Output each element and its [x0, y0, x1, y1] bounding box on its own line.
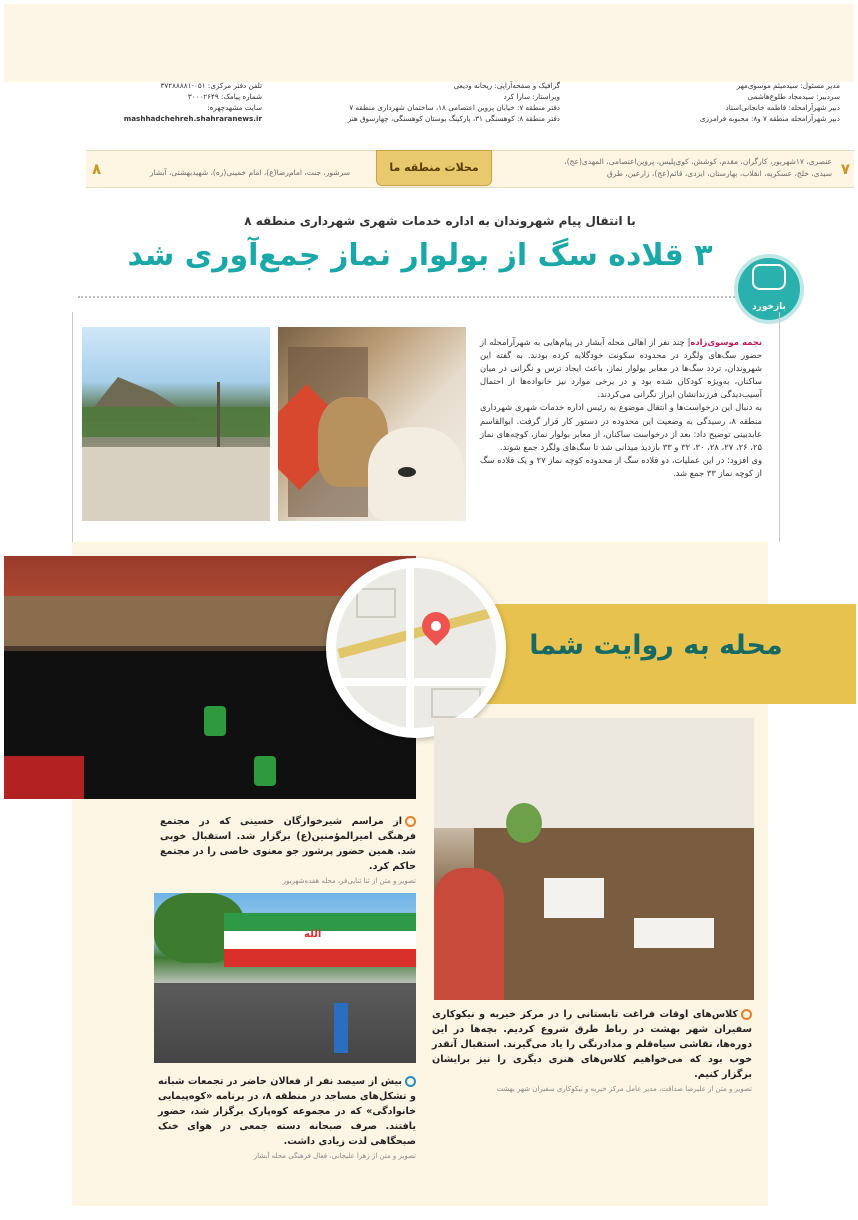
top-ad-banner — [4, 4, 854, 82]
article-paragraph: به دنبال این درخواست‌ها و انتقال موضوع به رئیس اداره خدمات شهری شهرداری منطقه ۸، رسیدگی به وضعیت این محدوده در دستور کار قرار گرفت. ابوالقاسم عابدبینی توضیح داد: بعد از درخواست ساکنان، از معابر بولوار نماز، کوچه‌های نماز ۲۵، ۲۶، ۲۷، ۲۸، ۳۰، ۳۲ و ۳۳ بازدید میدانی شد تا سگ‌های ولگرد جمع شوند. — [480, 402, 762, 452]
event-caption — [160, 814, 416, 874]
section-tab — [376, 150, 492, 186]
neighborhoods-list-left: سرشور، جنت، امام‌رضا(ع)، امام خمینی(ره)، شهیدبهشتی، آبشار — [149, 168, 350, 177]
article-paragraph — [480, 336, 762, 401]
masthead-line: سردبیر: سیدمجاد طلوع‌هاشمی — [747, 92, 840, 101]
article-byline: نجمه موسوی‌زاده — [690, 337, 762, 347]
neighborhoods-list-right — [502, 156, 832, 180]
masthead-line: سایت مشهدچهره: — [207, 103, 262, 112]
bullet-circle-icon — [405, 816, 416, 827]
masthead-line: دفتر منطقه ۷: خیابان پروین اعتصامی ۱۸، ساختمان شهرداری منطقه ۷ — [349, 103, 560, 112]
masthead-line: ویراستار: سارا کرد — [503, 92, 560, 101]
masthead-offices — [270, 80, 560, 124]
masthead-line: دبیر شهرآرامحله: فاطمه خانجانی‌استاد — [725, 103, 840, 112]
art-class-photo — [434, 718, 754, 1000]
event-caption-block — [160, 814, 416, 885]
masthead-line: دفتر منطقه ۸: کوهسنگی ۳۱، پارکینگ بوستان کوهسنگی، چهارسوق هنر — [347, 114, 560, 123]
article-body — [480, 336, 762, 480]
map-illustration — [336, 568, 496, 728]
park-credit: تصویر و متن از زهرا علیجانی، فعال فرهنگی محله آبشار — [253, 1152, 416, 1160]
location-pin-dot — [431, 621, 441, 631]
park-caption-block — [158, 1074, 416, 1160]
article-headline: ۳ قلاده سگ از بولوار نماز جمع‌آوری شد — [127, 238, 713, 273]
page-number-left: ۸ — [92, 160, 102, 178]
park-breakfast-photo — [154, 893, 416, 1063]
article-kicker: با انتقال پیام شهروندان به اداره خدمات شهری شهرداری منطقه ۸ — [244, 214, 636, 228]
masthead-line: گرافیک و صفحه‌آرایی: ریحانه ودیعی — [453, 81, 560, 90]
neighborhoods-line: عنصری، ۱۷شهریور، کارگران، مقدم، کوشش، کوی‌پلیس، پروین‌اعتصامی، المهدی(عج)، — [564, 157, 832, 166]
masthead-line: مدیر مسئول: سیدمیثم موسوی‌مهر — [736, 81, 840, 90]
masthead-line: دبیر شهرآرامحله منطقه ۷ و۸: محبوبه فرامرزی — [699, 114, 840, 123]
section-tab-label: محلات منطقه ما — [389, 161, 479, 174]
masthead-staff — [570, 80, 840, 124]
neighborhoods-line: سیدی، خلج، عسکریه، انقلاب، بهارستان، ایزدی، قائم(عج)، زارعین، طرق — [607, 169, 832, 178]
dogs-photo — [278, 327, 466, 521]
masthead-contact — [12, 80, 262, 124]
bullet-circle-icon — [741, 1009, 752, 1020]
article-paragraph: وی افزود: در این عملیات، دو قلاده سگ از محدوده کوچه نماز ۲۷ و یک قلاده سگ از کوچه نماز ۳۳ جمع شد. — [480, 454, 762, 478]
message-bubble-icon — [752, 264, 786, 290]
website-link[interactable]: mashhadchehreh.shahraranews.ir — [123, 114, 262, 123]
article-text: | چند نفر از اهالی محله آبشار در پیام‌هایی به شهرآرامحله از حضور سگ‌های ولگرد در محدوده سکونت خودگلایه کرده بودند. به گفته این شهروندان، تردد سگ‌ها در معابر بولوار نماز، باعث ایجاد ترس و نگرانی در میان ساکنان، به‌ویژه کودکان شده بود و در برخی موارد نیز خانواده‌ها از احتمال آسیب‌دیدگی فرزندانشان ابراز نگرانی می‌کردند. — [480, 337, 762, 400]
masthead-line: تلفن دفتر مرکزی: ۰۵۱-۳۷۲۸۸۸۸۱ — [160, 81, 262, 90]
class-caption-block — [432, 1007, 752, 1093]
class-caption — [432, 1007, 752, 1082]
bullet-circle-icon — [405, 1076, 416, 1087]
park-caption — [158, 1074, 416, 1149]
event-credit: تصویر و متن از ثنا ثنایی‌فر، محله هفده‌شهریور — [282, 877, 416, 885]
road-photo — [82, 327, 270, 521]
class-credit: تصویر و متن از علیرضا صداقت، مدیر عامل مرکز خیریه و نیکوکاری سفیران شهر بهشت — [496, 1085, 752, 1093]
dotted-divider — [78, 296, 778, 298]
class-caption-text: کلاس‌های اوقات فراغت تابستانی را در مرکز خیریه و نیکوکاری سفیران شهر بهشت در رباط طرق شروع کردیم. بچه‌ها در این دوره‌ها، نقاشی سیاه‌قلم و مدادرنگی را یاد می‌گیرند. استقبال آنقدر خوب بود که می‌خواهیم کلاس‌های هنری دیگری را نیز برایشان برگزار کنیم. — [432, 1009, 752, 1080]
page-number-right: ۷ — [840, 160, 850, 178]
event-caption-text: از مراسم شیرخوارگان حسینی که در مجتمع فرهنگی امیرالمؤمنین(ع) برگزار شد. استقبال خوبی شد. همین حضور پرشور جو معنوی خاصی را در مجتمع حاکم کرد. — [160, 816, 416, 872]
park-caption-text: بیش از سیصد نفر از فعالان حاضر در تجمعات شبانه و تشکل‌های مساجد در منطقه ۸، در برنامه «کوه‌پیمایی خانوادگی» که در مجموعه کوه‌پارک برگزار شد، حضور یافتند. صرف صبحانه دسته جمعی در هوای خنک صبحگاهی لذت زیادی داشت. — [158, 1076, 416, 1147]
flag-emblem: الله — [304, 929, 322, 940]
reader-stories-title: محله به روایت شما — [529, 630, 783, 661]
feedback-badge-label: بازخورد — [752, 302, 786, 312]
masthead-line: شماره پیامک: ۳۰۰۰۲۶۴۹ — [187, 92, 262, 101]
